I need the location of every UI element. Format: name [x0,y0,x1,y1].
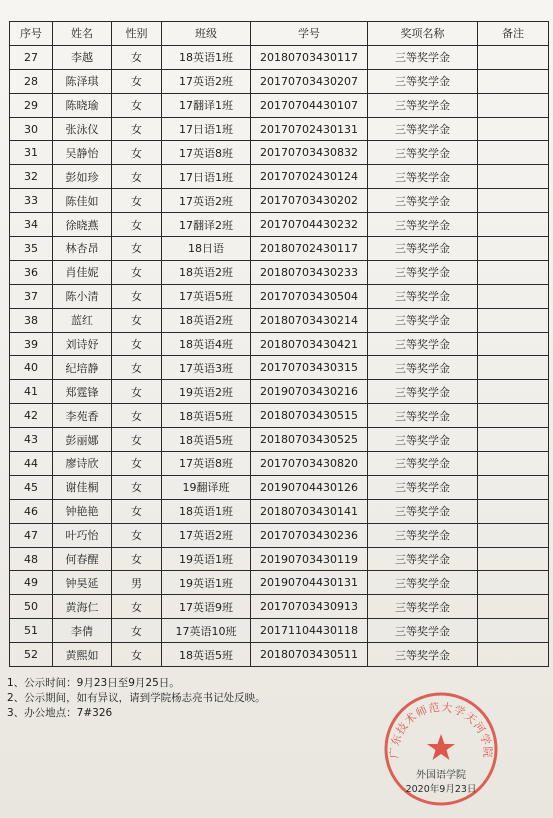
header-seq: 序号 [10,22,53,46]
table-header-row [10,22,549,46]
cell-student-id: 20180702430117 [251,237,368,261]
cell-seq: 45 [10,475,53,499]
table-row [10,356,549,380]
table-row [10,595,549,619]
cell-class: 17英语9班 [162,595,251,619]
cell-name: 李越 [53,45,112,69]
cell-seq: 37 [10,284,53,308]
cell-student-id: 20170703430820 [251,452,368,476]
cell-class: 17英语3班 [162,356,251,380]
cell-class: 19英语1班 [162,571,251,595]
cell-remark [478,523,549,547]
cell-remark [478,45,549,69]
table-row [10,93,549,117]
table-row [10,117,549,141]
cell-class: 17英语2班 [162,69,251,93]
note-line: 2、公示期间，如有异议，请到学院杨志亮书记处反映。 [7,692,266,704]
cell-student-id: 20190703430119 [251,547,368,571]
cell-class: 18英语2班 [162,308,251,332]
cell-remark [478,643,549,667]
cell-award: 三等奖学金 [368,523,478,547]
cell-remark [478,404,549,428]
cell-award: 三等奖学金 [368,356,478,380]
cell-gender: 女 [112,213,162,237]
cell-award: 三等奖学金 [368,452,478,476]
cell-name: 钟昊延 [53,571,112,595]
header-student-id: 学号 [251,22,368,46]
cell-gender: 女 [112,643,162,667]
cell-class: 17翻译1班 [162,93,251,117]
cell-remark [478,69,549,93]
table-row [10,404,549,428]
cell-student-id: 20170703430504 [251,284,368,308]
cell-class: 17英语2班 [162,523,251,547]
cell-seq: 42 [10,404,53,428]
cell-remark [478,547,549,571]
cell-student-id: 20180703430515 [251,404,368,428]
table-row [10,619,549,643]
table-row [10,189,549,213]
cell-student-id: 20170704430232 [251,213,368,237]
cell-seq: 39 [10,332,53,356]
cell-award: 三等奖学金 [368,380,478,404]
cell-student-id: 20190703430216 [251,380,368,404]
cell-gender: 男 [112,571,162,595]
cell-gender: 女 [112,404,162,428]
cell-remark [478,117,549,141]
cell-name: 钟艳艳 [53,499,112,523]
cell-remark [478,237,549,261]
cell-student-id: 20170702430131 [251,117,368,141]
cell-remark [478,428,549,452]
cell-award: 三等奖学金 [368,69,478,93]
cell-class: 18英语4班 [162,332,251,356]
cell-student-id: 20180703430525 [251,428,368,452]
cell-seq: 33 [10,189,53,213]
cell-name: 李倩 [53,619,112,643]
cell-class: 18英语5班 [162,428,251,452]
cell-seq: 43 [10,428,53,452]
cell-student-id: 20180703430511 [251,643,368,667]
cell-name: 陈佳如 [53,189,112,213]
cell-seq: 44 [10,452,53,476]
cell-remark [478,475,549,499]
cell-award: 三等奖学金 [368,260,478,284]
cell-class: 19英语1班 [162,547,251,571]
cell-class: 17英语10班 [162,619,251,643]
cell-seq: 35 [10,237,53,261]
cell-name: 廖诗欣 [53,452,112,476]
cell-gender: 女 [112,260,162,284]
cell-gender: 女 [112,117,162,141]
table-row [10,452,549,476]
table-row [10,523,549,547]
cell-class: 17日语1班 [162,117,251,141]
cell-student-id: 20170703430236 [251,523,368,547]
cell-seq: 28 [10,69,53,93]
cell-award: 三等奖学金 [368,428,478,452]
cell-name: 谢佳桐 [53,475,112,499]
table-row [10,260,549,284]
header-award: 奖项名称 [368,22,478,46]
cell-seq: 30 [10,117,53,141]
cell-remark [478,308,549,332]
seal-dept-text: 外国语学院 [416,770,466,781]
cell-class: 17英语5班 [162,284,251,308]
cell-remark [478,189,549,213]
table-body [10,45,549,666]
cell-remark [478,93,549,117]
cell-remark [478,165,549,189]
cell-class: 19英语2班 [162,380,251,404]
table-row [10,380,549,404]
cell-seq: 51 [10,619,53,643]
cell-name: 陈泽琪 [53,69,112,93]
cell-seq: 46 [10,499,53,523]
cell-award: 三等奖学金 [368,189,478,213]
cell-student-id: 20170703430913 [251,595,368,619]
cell-remark [478,595,549,619]
cell-award: 三等奖学金 [368,237,478,261]
cell-student-id: 20170703430832 [251,141,368,165]
table-row [10,141,549,165]
table-row [10,237,549,261]
cell-name: 吴静怡 [53,141,112,165]
cell-seq: 32 [10,165,53,189]
cell-gender: 女 [112,452,162,476]
cell-seq: 48 [10,547,53,571]
cell-seq: 47 [10,523,53,547]
table-row [10,45,549,69]
cell-remark [478,452,549,476]
cell-student-id: 20171104430118 [251,619,368,643]
cell-seq: 38 [10,308,53,332]
cell-seq: 31 [10,141,53,165]
cell-name: 陈晓瑜 [53,93,112,117]
cell-remark [478,284,549,308]
header-remark: 备注 [478,22,549,46]
table-row [10,332,549,356]
cell-class: 17翻译2班 [162,213,251,237]
cell-award: 三等奖学金 [368,475,478,499]
cell-name: 蓝红 [53,308,112,332]
table-row [10,284,549,308]
cell-seq: 29 [10,93,53,117]
header-class: 班级 [162,22,251,46]
cell-remark [478,571,549,595]
cell-gender: 女 [112,93,162,117]
cell-remark [478,619,549,643]
cell-name: 徐晓燕 [53,213,112,237]
cell-gender: 女 [112,189,162,213]
cell-student-id: 20170703430315 [251,356,368,380]
cell-award: 三等奖学金 [368,332,478,356]
cell-name: 肖佳妮 [53,260,112,284]
cell-gender: 女 [112,523,162,547]
cell-gender: 女 [112,284,162,308]
seal-ring-text: 广东技术师范大学天河学院 [387,700,495,759]
cell-seq: 34 [10,213,53,237]
table-row [10,571,549,595]
cell-name: 郑霆锋 [53,380,112,404]
cell-name: 林杏昂 [53,237,112,261]
cell-seq: 27 [10,45,53,69]
cell-gender: 女 [112,45,162,69]
cell-name: 李苑香 [53,404,112,428]
cell-award: 三等奖学金 [368,93,478,117]
table-row [10,643,549,667]
scholarship-table [9,21,549,667]
cell-name: 何春醒 [53,547,112,571]
cell-gender: 女 [112,499,162,523]
cell-student-id: 20170704430107 [251,93,368,117]
notice-notes [7,676,266,721]
cell-class: 17英语8班 [162,452,251,476]
cell-award: 三等奖学金 [368,213,478,237]
cell-gender: 女 [112,619,162,643]
cell-student-id: 20170703430202 [251,189,368,213]
cell-class: 19翻译班 [162,475,251,499]
cell-name: 纪培静 [53,356,112,380]
cell-name: 彭如珍 [53,165,112,189]
cell-class: 18日语 [162,237,251,261]
cell-class: 17英语8班 [162,141,251,165]
cell-class: 18英语2班 [162,260,251,284]
cell-award: 三等奖学金 [368,284,478,308]
cell-name: 黄熙如 [53,643,112,667]
cell-class: 18英语5班 [162,643,251,667]
table-row [10,428,549,452]
cell-seq: 49 [10,571,53,595]
cell-seq: 41 [10,380,53,404]
cell-gender: 女 [112,141,162,165]
cell-class: 18英语1班 [162,45,251,69]
cell-name: 彭丽娜 [53,428,112,452]
cell-remark [478,499,549,523]
cell-award: 三等奖学金 [368,643,478,667]
cell-name: 叶巧怡 [53,523,112,547]
seal-date: 2020年9月23日 [405,784,477,795]
table-row [10,475,549,499]
cell-gender: 女 [112,356,162,380]
note-line: 3、办公地点：7#326 [7,707,113,719]
header-name: 姓名 [53,22,112,46]
cell-award: 三等奖学金 [368,595,478,619]
cell-gender: 女 [112,547,162,571]
cell-award: 三等奖学金 [368,117,478,141]
cell-gender: 女 [112,595,162,619]
cell-award: 三等奖学金 [368,45,478,69]
cell-gender: 女 [112,308,162,332]
cell-class: 17日语1班 [162,165,251,189]
note-line: 1、公示时间：9月23日至9月25日。 [7,677,180,689]
cell-name: 黄海仁 [53,595,112,619]
cell-remark [478,332,549,356]
cell-student-id: 20180703430117 [251,45,368,69]
table-row [10,499,549,523]
cell-remark [478,141,549,165]
cell-student-id: 20170702430124 [251,165,368,189]
table-row [10,69,549,93]
cell-name: 张泳仪 [53,117,112,141]
cell-student-id: 20170703430207 [251,69,368,93]
cell-seq: 40 [10,356,53,380]
header-gender: 性别 [112,22,162,46]
table-row [10,308,549,332]
table-row [10,165,549,189]
cell-student-id: 20180703430421 [251,332,368,356]
table-row [10,547,549,571]
cell-student-id: 20180703430214 [251,308,368,332]
official-seal [382,690,500,808]
cell-gender: 女 [112,380,162,404]
cell-class: 18英语1班 [162,499,251,523]
cell-gender: 女 [112,428,162,452]
cell-class: 18英语5班 [162,404,251,428]
cell-remark [478,380,549,404]
cell-gender: 女 [112,237,162,261]
cell-award: 三等奖学金 [368,547,478,571]
cell-student-id: 20190704430126 [251,475,368,499]
cell-class: 17英语2班 [162,189,251,213]
cell-seq: 50 [10,595,53,619]
cell-gender: 女 [112,165,162,189]
cell-student-id: 20180703430233 [251,260,368,284]
cell-student-id: 20190704430131 [251,571,368,595]
cell-award: 三等奖学金 [368,404,478,428]
cell-name: 陈小清 [53,284,112,308]
cell-award: 三等奖学金 [368,619,478,643]
cell-seq: 36 [10,260,53,284]
cell-student-id: 20180703430141 [251,499,368,523]
cell-gender: 女 [112,475,162,499]
cell-award: 三等奖学金 [368,571,478,595]
star-icon [427,734,455,760]
cell-gender: 女 [112,332,162,356]
cell-award: 三等奖学金 [368,308,478,332]
cell-gender: 女 [112,69,162,93]
cell-remark [478,260,549,284]
cell-award: 三等奖学金 [368,141,478,165]
cell-award: 三等奖学金 [368,165,478,189]
cell-remark [478,213,549,237]
cell-seq: 52 [10,643,53,667]
table-row [10,213,549,237]
cell-remark [478,356,549,380]
cell-name: 刘诗妤 [53,332,112,356]
cell-award: 三等奖学金 [368,499,478,523]
